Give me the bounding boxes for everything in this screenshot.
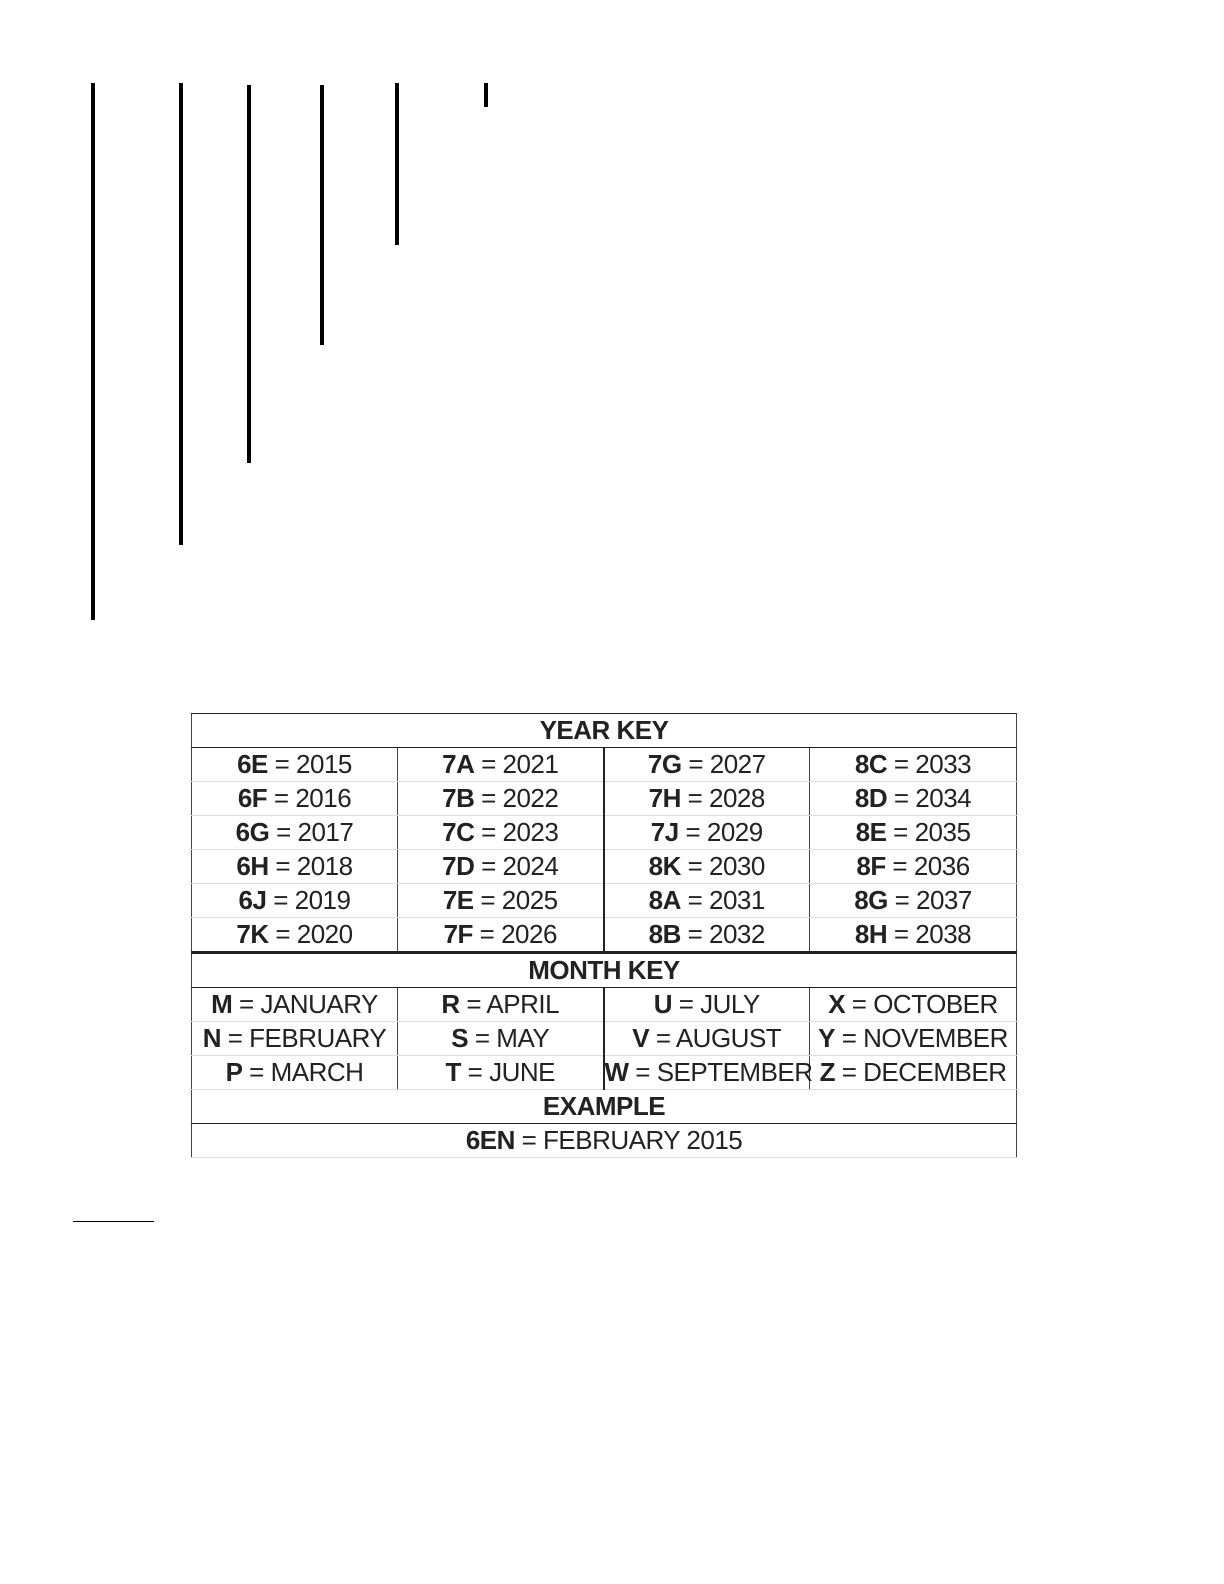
equals-sign: = xyxy=(269,817,298,847)
vertical-line-4 xyxy=(320,85,324,345)
key-value: 2024 xyxy=(502,851,559,881)
key-value: APRIL xyxy=(486,989,560,1019)
key-cell xyxy=(398,748,604,782)
equals-sign: = xyxy=(834,1023,864,1053)
example-row xyxy=(192,1124,1017,1158)
key-cell xyxy=(192,816,398,850)
key-value: MAY xyxy=(496,1023,550,1053)
equals-sign: = xyxy=(680,919,710,949)
key-cell xyxy=(810,850,1017,884)
key-value: 2033 xyxy=(915,749,972,779)
key-cell xyxy=(398,918,604,953)
key-value: 2029 xyxy=(706,817,763,847)
key-value: 2038 xyxy=(915,919,972,949)
key-code: 6F xyxy=(237,783,268,813)
key-value: 2031 xyxy=(709,885,765,915)
key-code: 8E xyxy=(855,817,887,847)
month-key-row xyxy=(192,1056,1017,1090)
equals-sign: = xyxy=(845,989,874,1019)
key-cell xyxy=(810,816,1017,850)
vertical-line-6 xyxy=(484,83,488,107)
equals-sign: = xyxy=(267,749,297,779)
equals-sign: = xyxy=(268,851,297,881)
key-code: V xyxy=(632,1023,650,1053)
equals-sign: = xyxy=(242,1057,271,1087)
key-cell xyxy=(604,1056,813,1090)
example-title: EXAMPLE xyxy=(192,1090,1017,1124)
example-code: 6EN xyxy=(465,1125,515,1155)
key-value: 2026 xyxy=(501,919,557,949)
key-value: 2022 xyxy=(502,783,559,813)
key-code: 7A xyxy=(442,749,475,779)
equals-sign: = xyxy=(474,851,503,881)
key-cell xyxy=(192,988,398,1022)
year-key-row xyxy=(192,884,1017,918)
key-cell xyxy=(810,1056,1017,1090)
key-code: 6J xyxy=(238,885,267,915)
key-code: 8F xyxy=(856,851,886,881)
key-cell xyxy=(810,782,1017,816)
key-value: 2030 xyxy=(709,851,765,881)
key-cell xyxy=(192,1022,398,1056)
equals-sign: = xyxy=(886,817,915,847)
key-code: 8K xyxy=(648,851,681,881)
key-code: 7E xyxy=(442,885,474,915)
key-cell xyxy=(192,918,398,953)
equals-sign: = xyxy=(473,885,502,915)
key-code: 7G xyxy=(647,749,682,779)
key-value: NOVEMBER xyxy=(863,1023,1008,1053)
key-cell xyxy=(604,850,810,884)
equals-sign: = xyxy=(460,1057,490,1087)
equals-sign: = xyxy=(468,1023,497,1053)
equals-sign: = xyxy=(514,1125,544,1155)
key-code: 8H xyxy=(854,919,888,949)
key-code: 7J xyxy=(650,817,679,847)
key-cell xyxy=(398,1056,604,1090)
equals-sign: = xyxy=(680,885,710,915)
month-key-row xyxy=(192,1022,1017,1056)
equals-sign: = xyxy=(887,783,916,813)
year-key-title: YEAR KEY xyxy=(192,714,1017,748)
key-cell xyxy=(604,816,810,850)
key-cell xyxy=(604,1022,810,1056)
key-cell xyxy=(192,1056,398,1090)
key-code: Y xyxy=(818,1023,835,1053)
key-code: 7B xyxy=(442,783,475,813)
key-value: MARCH xyxy=(270,1057,364,1087)
year-key-row xyxy=(192,816,1017,850)
month-key-title: MONTH KEY xyxy=(192,953,1017,988)
month-key-row xyxy=(192,988,1017,1022)
footnote-rule xyxy=(73,1221,154,1222)
vertical-line-2 xyxy=(179,83,183,545)
key-code: 8B xyxy=(648,919,681,949)
key-code: Z xyxy=(819,1057,835,1087)
key-cell xyxy=(398,1022,604,1056)
equals-sign: = xyxy=(474,783,503,813)
key-code: 8D xyxy=(854,783,888,813)
example-cell xyxy=(192,1124,1017,1158)
key-code: S xyxy=(451,1023,469,1053)
key-value: 2018 xyxy=(296,851,353,881)
vertical-line-3 xyxy=(247,85,251,463)
equals-sign: = xyxy=(887,919,916,949)
year-key-row xyxy=(192,850,1017,884)
key-code: 8A xyxy=(648,885,681,915)
key-value: 2036 xyxy=(913,851,970,881)
example-value: FEBRUARY 2015 xyxy=(543,1125,743,1155)
equals-sign: = xyxy=(267,783,296,813)
key-value: OCTOBER xyxy=(873,989,998,1019)
key-value: 2023 xyxy=(502,817,559,847)
key-cell xyxy=(398,782,604,816)
vertical-line-5 xyxy=(395,83,399,245)
key-code: R xyxy=(441,989,460,1019)
key-code: N xyxy=(202,1023,222,1053)
key-cell xyxy=(398,850,604,884)
key-value: 2034 xyxy=(915,783,972,813)
date-code-key-table xyxy=(191,713,1017,1158)
key-code: 8G xyxy=(854,885,888,915)
key-cell xyxy=(810,748,1017,782)
key-code: 7C xyxy=(442,817,475,847)
key-code: 6E xyxy=(237,749,268,779)
key-value: 2015 xyxy=(296,749,352,779)
key-code: M xyxy=(211,989,233,1019)
year-key-header-row xyxy=(192,714,1017,748)
key-code: 7K xyxy=(236,919,269,949)
equals-sign: = xyxy=(887,749,916,779)
key-table-body xyxy=(192,714,1017,1158)
key-cell xyxy=(192,884,398,918)
equals-sign: = xyxy=(678,817,707,847)
equals-sign: = xyxy=(266,885,295,915)
key-cell xyxy=(810,988,1017,1022)
key-value: 2017 xyxy=(297,817,354,847)
key-cell xyxy=(192,748,398,782)
equals-sign: = xyxy=(885,851,914,881)
equals-sign: = xyxy=(680,783,710,813)
key-value: 2037 xyxy=(916,885,972,915)
key-value: 2020 xyxy=(296,919,353,949)
key-cell xyxy=(398,816,604,850)
key-cell xyxy=(604,748,810,782)
equals-sign: = xyxy=(680,851,710,881)
key-cell xyxy=(398,988,604,1022)
equals-sign: = xyxy=(834,1057,864,1087)
equals-sign: = xyxy=(459,989,487,1019)
key-cell xyxy=(398,884,604,918)
equals-sign: = xyxy=(671,989,701,1019)
key-code: 8C xyxy=(854,749,888,779)
key-value: 2019 xyxy=(294,885,351,915)
key-code: W xyxy=(604,1057,629,1087)
key-value: 2016 xyxy=(295,783,352,813)
key-value: 2028 xyxy=(709,783,765,813)
equals-sign: = xyxy=(474,749,503,779)
key-value: DECEMBER xyxy=(863,1057,1007,1087)
key-code: 6G xyxy=(235,817,270,847)
key-code: 7D xyxy=(442,851,475,881)
key-value: 2027 xyxy=(709,749,766,779)
key-value: 2025 xyxy=(501,885,558,915)
year-key-row xyxy=(192,918,1017,953)
equals-sign: = xyxy=(472,919,502,949)
key-value: AUGUST xyxy=(675,1023,782,1053)
key-cell xyxy=(192,850,398,884)
key-code: 7H xyxy=(648,783,681,813)
key-cell xyxy=(604,782,810,816)
key-cell xyxy=(810,918,1017,953)
key-code: 7F xyxy=(443,919,473,949)
key-cell xyxy=(604,988,810,1022)
key-value: 2035 xyxy=(914,817,971,847)
equals-sign: = xyxy=(221,1023,250,1053)
key-cell xyxy=(192,782,398,816)
equals-sign: = xyxy=(681,749,710,779)
equals-sign: = xyxy=(628,1057,657,1087)
year-key-row xyxy=(192,748,1017,782)
key-value: 2021 xyxy=(502,749,559,779)
key-cell xyxy=(810,1022,1017,1056)
equals-sign: = xyxy=(649,1023,676,1053)
key-code: P xyxy=(225,1057,243,1087)
key-code: 6H xyxy=(236,851,269,881)
month-key-header-row xyxy=(192,953,1017,988)
equals-sign: = xyxy=(887,885,917,915)
key-code: U xyxy=(653,989,672,1019)
key-value: JULY xyxy=(700,989,760,1019)
key-code: T xyxy=(445,1057,461,1087)
key-cell xyxy=(604,918,810,953)
key-value: JUNE xyxy=(489,1057,555,1087)
example-header-row xyxy=(192,1090,1017,1124)
key-value: JANUARY xyxy=(260,989,378,1019)
year-key-row xyxy=(192,782,1017,816)
key-value: SEPTEMBER xyxy=(656,1057,813,1087)
key-value: 2032 xyxy=(709,919,765,949)
key-cell xyxy=(604,884,810,918)
equals-sign: = xyxy=(232,989,261,1019)
key-code: X xyxy=(828,989,846,1019)
equals-sign: = xyxy=(268,919,297,949)
key-cell xyxy=(810,884,1017,918)
equals-sign: = xyxy=(474,817,503,847)
key-value: FEBRUARY xyxy=(249,1023,387,1053)
vertical-line-1 xyxy=(91,83,95,620)
